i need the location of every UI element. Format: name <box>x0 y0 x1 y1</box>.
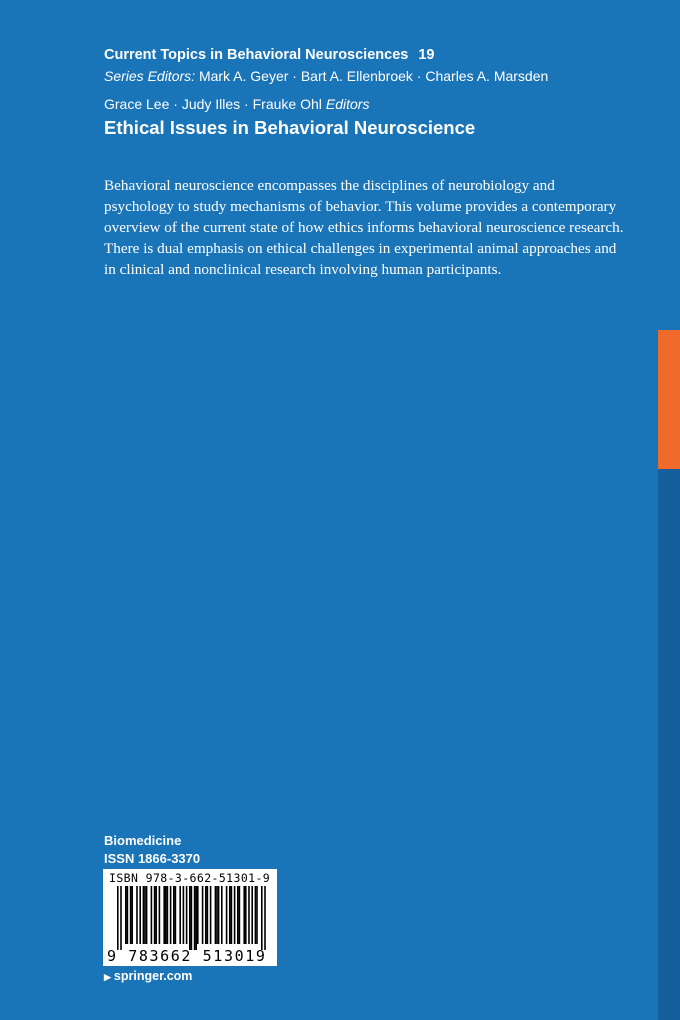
publisher-website-text: springer.com <box>113 969 193 983</box>
publisher-website-link[interactable] <box>104 969 192 983</box>
barcode-digits: 9 783662 513019 <box>107 947 267 965</box>
book-description: Behavioral neuroscience encompasses the disciplines of neurobiology and psychology to study mechanisms of behavior. This volume provides a contemporary overview of the current state of how ethics informs behavioral neuroscience research. There is dual emphasis on ethical challenges in experimental animal approaches and in clinical and nonclinical research involving human participants. <box>104 177 624 278</box>
series-editors-names: Mark A. Geyer · Bart A. Ellenbroek · Charles A. Marsden <box>198 68 549 84</box>
book-editors-names: Grace Lee · Judy Illes · Frauke Ohl <box>104 96 322 112</box>
series-volume: 19 <box>418 47 435 63</box>
series-title <box>104 47 434 63</box>
series-editors-label: Series Editors: <box>104 68 196 84</box>
spine-accent-bar <box>658 330 680 469</box>
isbn-label: ISBN 978-3-662-51301-9 <box>109 871 271 885</box>
spine-dark-bar <box>658 469 680 1020</box>
issn-number: ISSN 1866-3370 <box>104 851 201 866</box>
subject-category: Biomedicine <box>104 833 182 848</box>
book-editors-role: Editors <box>325 96 370 112</box>
series-editors <box>104 68 548 84</box>
book-editors <box>104 96 369 112</box>
book-title: Ethical Issues in Behavioral Neuroscience <box>104 117 476 138</box>
series-name: Current Topics in Behavioral Neurosciences <box>104 47 409 63</box>
triangle-right-icon: ▶ <box>104 972 111 982</box>
isbn-barcode <box>103 869 277 966</box>
